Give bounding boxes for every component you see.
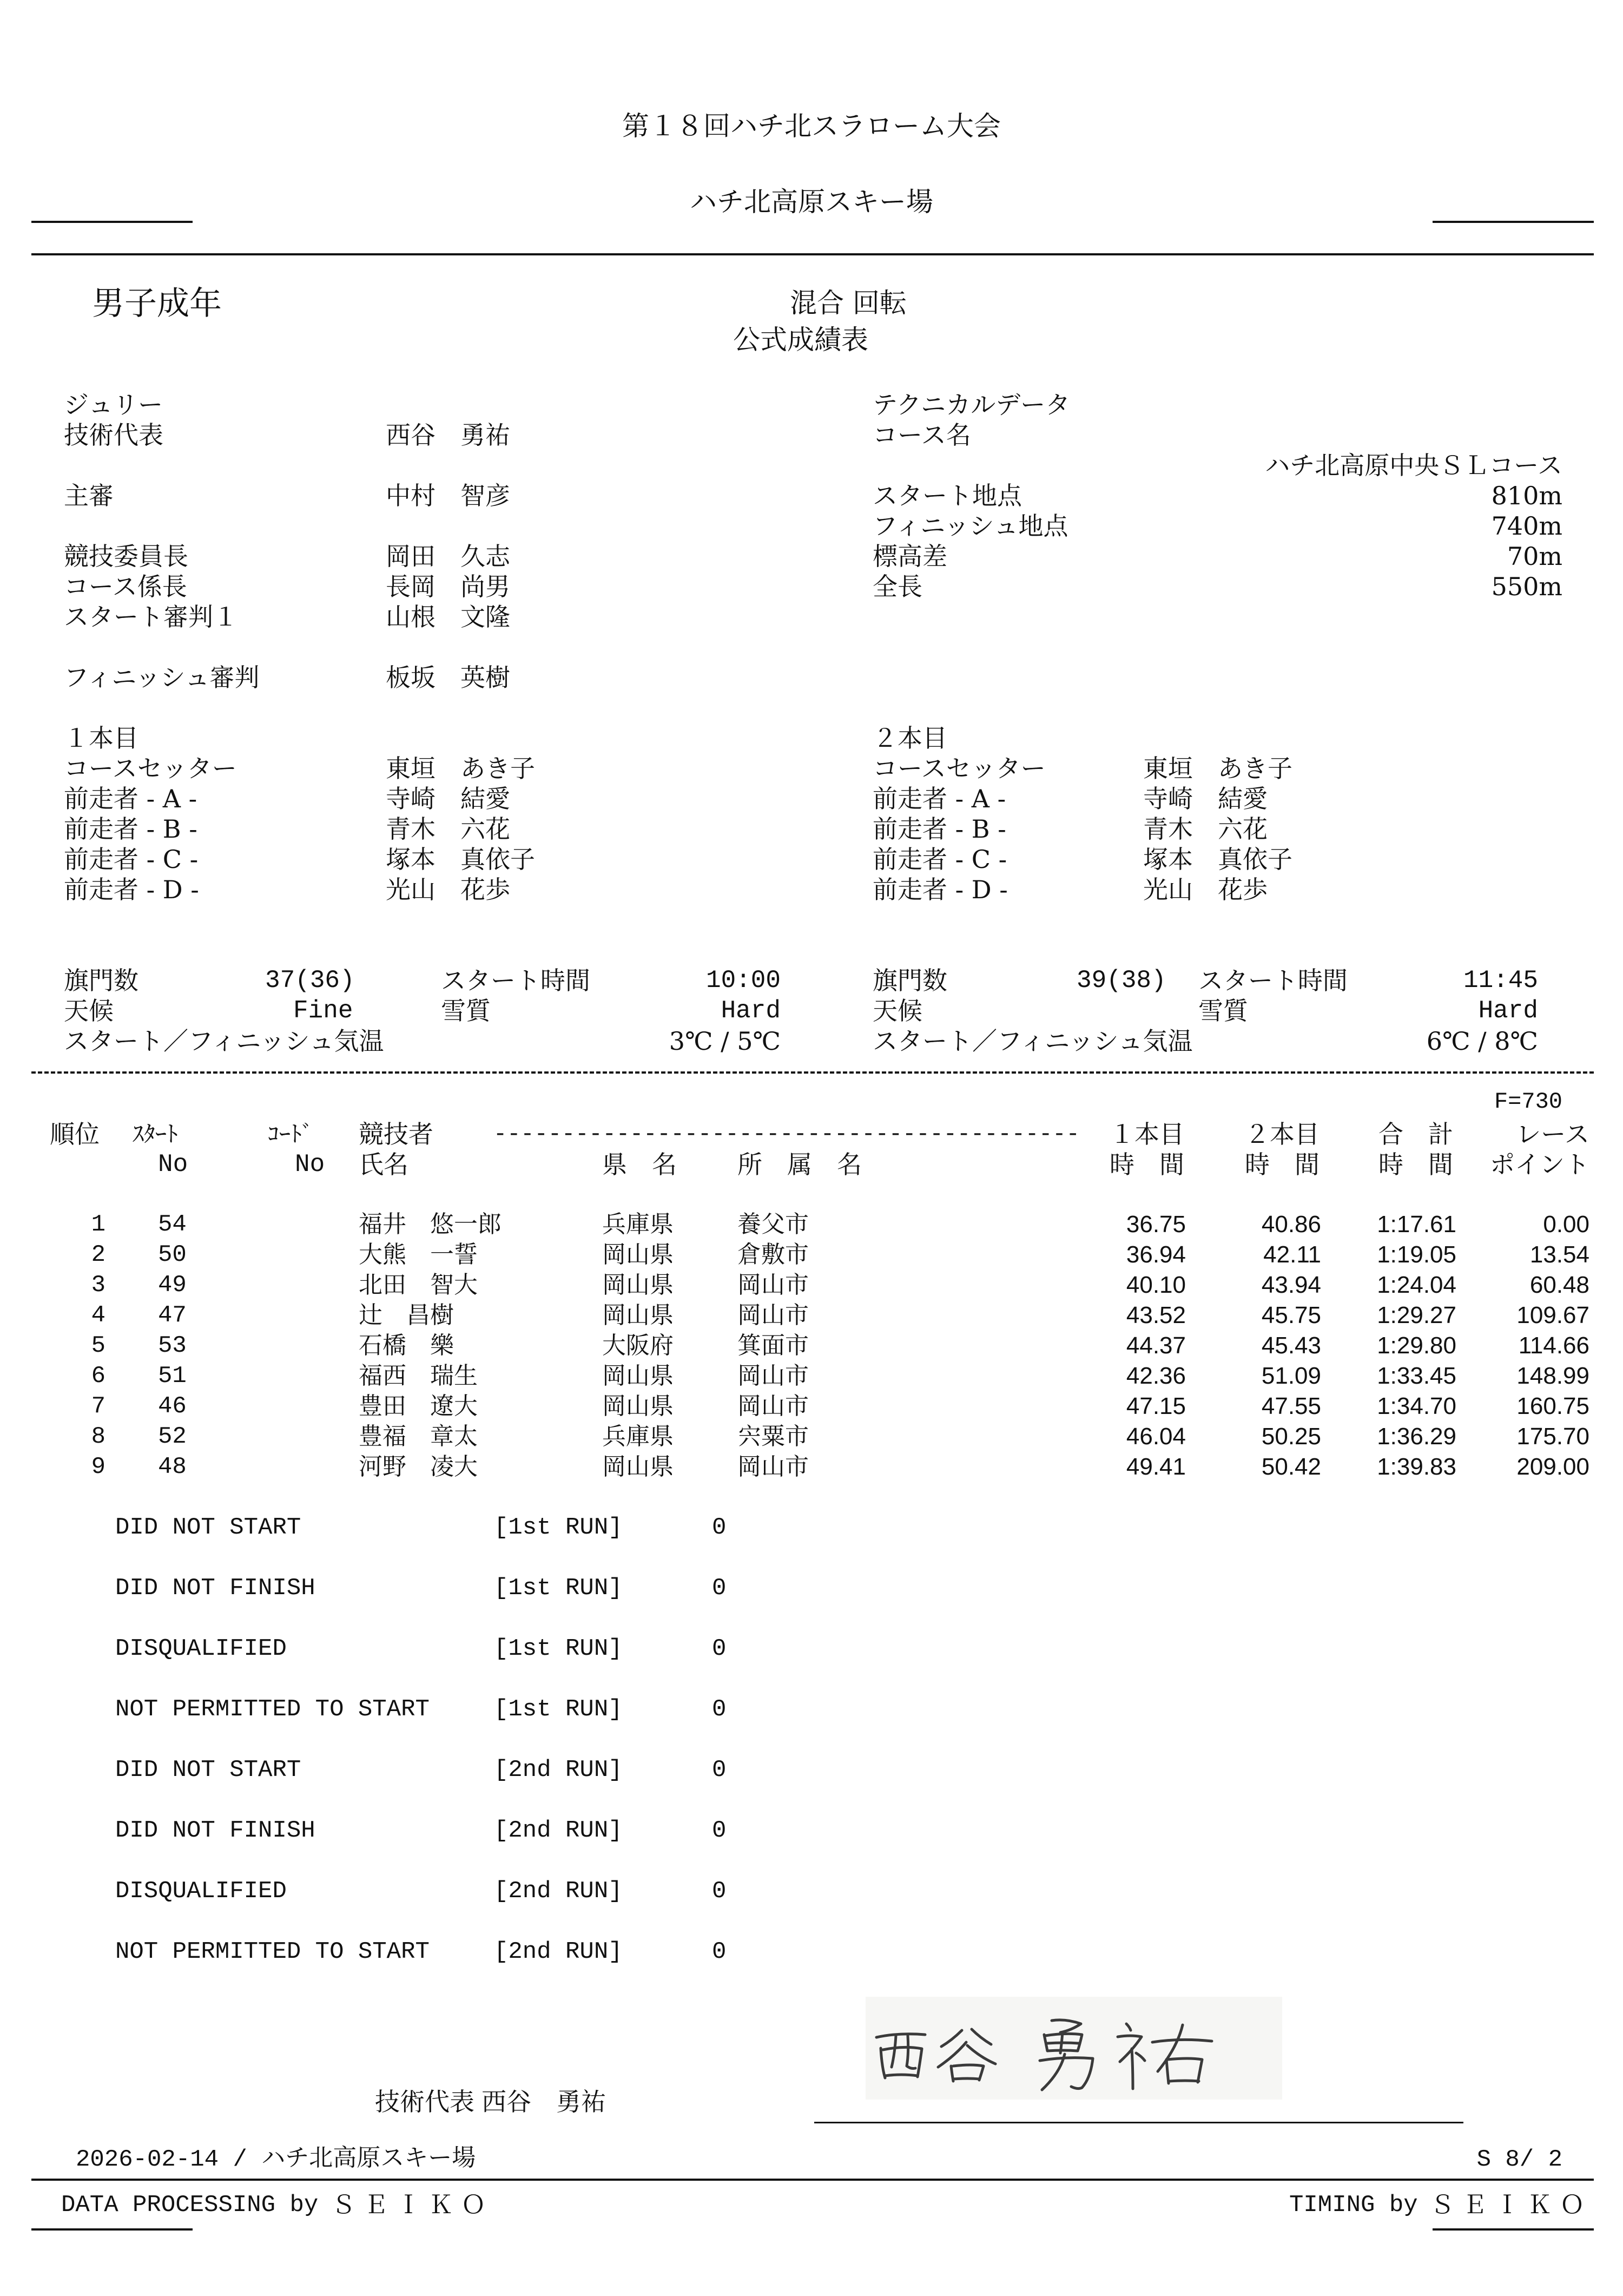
jury-name: 岡田 久志 xyxy=(386,542,510,571)
col-points-top: レース xyxy=(1516,1120,1589,1149)
name-cell: 大熊 一誓 xyxy=(359,1241,478,1268)
start-time-label: スタート時間 xyxy=(1198,966,1348,995)
bib-cell: 51 xyxy=(158,1363,187,1390)
run2-cell: 50.42 xyxy=(1261,1453,1321,1480)
points-cell: 114.66 xyxy=(1518,1332,1589,1359)
run2-cell: 50.25 xyxy=(1261,1423,1321,1450)
snow-value: Hard xyxy=(721,997,781,1025)
points-cell: 175.70 xyxy=(1516,1423,1589,1450)
jury-role: フィニッシュ審判 xyxy=(64,663,260,692)
status-label: DID NOT START xyxy=(115,1514,301,1541)
snow-label: 雪質 xyxy=(441,996,491,1025)
name-cell: 福井 悠一郎 xyxy=(359,1211,502,1238)
staff-name: 東垣 あき子 xyxy=(1143,754,1292,783)
bib-cell: 47 xyxy=(158,1302,187,1329)
f-value: F=730 xyxy=(1494,1089,1562,1115)
club-cell: 宍粟市 xyxy=(737,1423,809,1450)
jury-name: 中村 智彦 xyxy=(386,481,510,510)
club-cell: 倉敷市 xyxy=(737,1241,809,1268)
col-code-top: ｺｰﾄﾞ xyxy=(268,1121,314,1147)
status-label: DISQUALIFIED xyxy=(115,1635,287,1662)
name-cell: 豊福 章太 xyxy=(359,1423,478,1450)
club-cell: 岡山市 xyxy=(737,1392,809,1420)
handwritten-signature xyxy=(866,1997,1282,2100)
rank-cell: 6 xyxy=(91,1363,105,1390)
staff-name: 青木 六花 xyxy=(386,814,510,844)
staff-role: コースセッター xyxy=(64,754,237,783)
seiko-logo-left: ＳＥＩＫＯ xyxy=(331,2190,493,2219)
status-count: 0 xyxy=(712,1938,727,1965)
total-cell: 1:29.27 xyxy=(1377,1302,1456,1328)
rank-cell: 8 xyxy=(91,1423,105,1450)
staff-role: 前走者 - B - xyxy=(873,814,1006,844)
name-cell: 河野 凌大 xyxy=(359,1453,478,1481)
temperature-value: 3℃ / 5℃ xyxy=(669,1027,781,1056)
col-pref: 県 名 xyxy=(602,1150,677,1179)
bib-cell: 54 xyxy=(158,1211,187,1238)
footer-rule-left xyxy=(31,2228,193,2231)
bib-cell: 52 xyxy=(158,1423,187,1450)
footer-page: S 8/ 2 xyxy=(1476,2146,1562,2173)
section-divider xyxy=(31,1071,1594,1074)
points-cell: 109.67 xyxy=(1516,1302,1589,1328)
pref-cell: 岡山県 xyxy=(602,1301,674,1329)
col-club: 所 属 名 xyxy=(737,1150,862,1179)
jury-name: 西谷 勇祐 xyxy=(386,420,510,450)
status-run: [1st RUN] xyxy=(494,1575,623,1602)
rank-cell: 4 xyxy=(91,1302,105,1329)
points-cell: 148.99 xyxy=(1516,1363,1589,1389)
venue-title: ハチ北高原スキー場 xyxy=(690,186,933,218)
total-cell: 1:17.61 xyxy=(1377,1211,1456,1238)
temperature-value: 6℃ / 8℃ xyxy=(1426,1027,1538,1056)
course-name: ハチ北高原中央ＳＬコース xyxy=(1265,451,1562,480)
total-cell: 1:19.05 xyxy=(1377,1241,1456,1268)
run1-cell: 40.10 xyxy=(1126,1272,1186,1298)
staff-name: 塚本 真依子 xyxy=(1143,845,1292,874)
gates-value: 37(36) xyxy=(265,966,355,995)
header-rule-full xyxy=(31,253,1594,255)
rank-cell: 7 xyxy=(91,1393,105,1420)
status-run: [2nd RUN] xyxy=(494,1938,623,1965)
jury-role: 技術代表 xyxy=(64,420,163,450)
snow-value: Hard xyxy=(1478,997,1538,1025)
staff-name: 寺崎 結愛 xyxy=(1143,784,1268,813)
footer-rule-full xyxy=(31,2179,1594,2181)
status-label: NOT PERMITTED TO START xyxy=(115,1696,430,1723)
discipline-label: 混合 回転 xyxy=(790,287,907,319)
pref-cell: 岡山県 xyxy=(602,1392,674,1420)
snow-label: 雪質 xyxy=(1198,996,1248,1025)
col-points-bottom: ポイント xyxy=(1490,1150,1589,1179)
staff-name: 塚本 真依子 xyxy=(386,845,535,874)
run1-cell: 46.04 xyxy=(1126,1423,1186,1450)
total-cell: 1:29.80 xyxy=(1377,1332,1456,1359)
status-run: [2nd RUN] xyxy=(494,1878,623,1905)
staff-role: 前走者 - A - xyxy=(873,784,1006,813)
weather-label: 天候 xyxy=(873,996,922,1025)
signature-name: 西谷 勇祐 xyxy=(481,2087,606,2116)
club-cell: 岡山市 xyxy=(737,1271,809,1299)
status-label: NOT PERMITTED TO START xyxy=(115,1938,430,1965)
weather-value: Fine xyxy=(293,997,353,1025)
total-cell: 1:34.70 xyxy=(1377,1393,1456,1419)
status-label: DISQUALIFIED xyxy=(115,1878,287,1905)
footer-date-venue: 2026-02-14 / ハチ北高原スキー場 xyxy=(76,2146,476,2173)
run2-cell: 45.43 xyxy=(1261,1332,1321,1359)
points-cell: 209.00 xyxy=(1516,1453,1589,1480)
col-competitor: 競技者 xyxy=(359,1120,433,1149)
status-count: 0 xyxy=(712,1514,727,1541)
staff-role: 前走者 - C - xyxy=(873,845,1007,874)
gates-value: 39(38) xyxy=(1077,966,1166,995)
header-rule-right xyxy=(1433,221,1594,223)
weather-label: 天候 xyxy=(64,996,114,1025)
status-count: 0 xyxy=(712,1635,727,1662)
start-altitude-label: スタート地点 xyxy=(873,481,1022,510)
name-cell: 石橋 樂 xyxy=(359,1332,454,1359)
col-run2-top: ２本目 xyxy=(1245,1120,1319,1149)
col-code-bottom: No xyxy=(295,1150,325,1179)
col-run1-top: １本目 xyxy=(1110,1120,1184,1149)
temperature-label: スタート／フィニッシュ気温 xyxy=(64,1027,384,1056)
run1-cell: 44.37 xyxy=(1126,1332,1186,1359)
run1-cell: 42.36 xyxy=(1126,1363,1186,1389)
vertical-drop-label: 標高差 xyxy=(873,542,947,571)
status-count: 0 xyxy=(712,1878,727,1905)
total-cell: 1:36.29 xyxy=(1377,1423,1456,1450)
course-length-label: 全長 xyxy=(873,572,922,601)
club-cell: 養父市 xyxy=(737,1211,809,1238)
col-start-bottom: No xyxy=(158,1150,188,1179)
vertical-drop-value: 70m xyxy=(1507,542,1562,571)
name-cell: 辻 昌樹 xyxy=(359,1301,454,1329)
bib-cell: 49 xyxy=(158,1272,187,1299)
course-label: コース名 xyxy=(873,420,971,450)
bib-cell: 50 xyxy=(158,1241,187,1268)
col-rank: 順位 xyxy=(50,1120,100,1149)
run2-cell: 47.55 xyxy=(1261,1393,1321,1419)
name-cell: 北田 智大 xyxy=(359,1271,478,1299)
jury-name: 長岡 尚男 xyxy=(386,572,510,601)
run1-cell: 36.94 xyxy=(1126,1241,1186,1268)
col-run1-bottom: 時 間 xyxy=(1110,1150,1184,1179)
name-cell: 福西 瑞生 xyxy=(359,1362,478,1390)
pref-cell: 岡山県 xyxy=(602,1453,674,1481)
club-cell: 岡山市 xyxy=(737,1301,809,1329)
pref-cell: 岡山県 xyxy=(602,1362,674,1390)
jury-name: 山根 文隆 xyxy=(386,602,510,631)
total-cell: 1:39.83 xyxy=(1377,1453,1456,1480)
bib-cell: 46 xyxy=(158,1393,187,1420)
col-total-bottom: 時 間 xyxy=(1378,1150,1453,1179)
run1-cell: 43.52 xyxy=(1126,1302,1186,1328)
rank-cell: 3 xyxy=(91,1272,105,1299)
rank-cell: 9 xyxy=(91,1453,105,1481)
status-run: [2nd RUN] xyxy=(494,1817,623,1844)
run2-cell: 42.11 xyxy=(1263,1241,1321,1268)
footer-data-processing: DATA PROCESSING by xyxy=(61,2192,319,2219)
staff-role: 前走者 - D - xyxy=(64,875,199,904)
club-cell: 箕面市 xyxy=(737,1332,809,1359)
staff-name: 寺崎 結愛 xyxy=(386,784,510,813)
pref-cell: 岡山県 xyxy=(602,1271,674,1299)
staff-name: 光山 花歩 xyxy=(1143,875,1268,904)
club-cell: 岡山市 xyxy=(737,1453,809,1481)
points-cell: 13.54 xyxy=(1529,1241,1589,1268)
staff-role: コースセッター xyxy=(873,754,1046,783)
staff-name: 東垣 あき子 xyxy=(386,754,535,783)
header-rule-left xyxy=(31,221,193,223)
col-total-top: 合 計 xyxy=(1378,1120,1453,1149)
signature-role: 技術代表 xyxy=(375,2087,474,2116)
temperature-label: スタート／フィニッシュ気温 xyxy=(873,1027,1193,1056)
name-cell: 豊田 遼大 xyxy=(359,1392,478,1420)
footer-timing: TIMING by xyxy=(1289,2192,1418,2219)
run1-cell: 47.15 xyxy=(1126,1393,1186,1419)
run2-cell: 51.09 xyxy=(1261,1363,1321,1389)
pref-cell: 岡山県 xyxy=(602,1241,674,1268)
col-start-top: ｽﾀｰﾄ xyxy=(133,1121,179,1147)
gates-label: 旗門数 xyxy=(873,966,947,995)
points-cell: 0.00 xyxy=(1543,1211,1589,1238)
status-count: 0 xyxy=(712,1575,727,1602)
signature-line xyxy=(814,2122,1463,2123)
status-label: DID NOT START xyxy=(115,1756,301,1784)
rank-cell: 5 xyxy=(91,1332,105,1359)
signature-image xyxy=(866,1997,1282,2100)
jury-role: 競技委員長 xyxy=(64,542,188,571)
jury-name: 板坂 英樹 xyxy=(386,663,510,692)
staff-role: 前走者 - D - xyxy=(873,875,1008,904)
bib-cell: 53 xyxy=(158,1332,187,1359)
club-cell: 岡山市 xyxy=(737,1362,809,1390)
jury-role: 主審 xyxy=(64,481,114,510)
staff-role: 前走者 - C - xyxy=(64,845,199,874)
category-label: 男子成年 xyxy=(92,285,222,323)
start-time-label: スタート時間 xyxy=(441,966,590,995)
start-time-value: 10:00 xyxy=(705,966,781,995)
col-name: 氏名 xyxy=(359,1150,408,1179)
status-label: DID NOT FINISH xyxy=(115,1817,315,1844)
pref-cell: 兵庫県 xyxy=(602,1423,674,1450)
seiko-logo-right: ＳＥＩＫＯ xyxy=(1430,2190,1592,2219)
points-cell: 60.48 xyxy=(1529,1272,1589,1298)
staff-name: 光山 花歩 xyxy=(386,875,510,904)
status-count: 0 xyxy=(712,1817,727,1844)
jury-role: コース係長 xyxy=(64,572,187,601)
status-run: [1st RUN] xyxy=(494,1635,623,1662)
staff-role: 前走者 - B - xyxy=(64,814,197,844)
bib-cell: 48 xyxy=(158,1453,187,1481)
start-altitude-value: 810m xyxy=(1491,481,1562,510)
rank-cell: 1 xyxy=(91,1211,105,1238)
col-dash-line: ------------------------------------------- xyxy=(493,1121,1080,1147)
technical-heading: テクニカルデータ xyxy=(873,390,1071,419)
rank-cell: 2 xyxy=(91,1241,105,1268)
col-run2-bottom: 時 間 xyxy=(1245,1150,1319,1179)
status-count: 0 xyxy=(712,1696,727,1723)
status-run: [1st RUN] xyxy=(494,1696,623,1723)
total-cell: 1:33.45 xyxy=(1377,1363,1456,1389)
run1-cell: 49.41 xyxy=(1126,1453,1186,1480)
points-cell: 160.75 xyxy=(1516,1393,1589,1419)
pref-cell: 兵庫県 xyxy=(602,1211,674,1238)
footer-rule-right xyxy=(1433,2228,1594,2231)
gates-label: 旗門数 xyxy=(64,966,138,995)
staff-role: 前走者 - A - xyxy=(64,784,197,813)
course-length-value: 550m xyxy=(1491,572,1562,601)
total-cell: 1:24.04 xyxy=(1377,1272,1456,1298)
start-time-value: 11:45 xyxy=(1463,966,1538,995)
status-count: 0 xyxy=(712,1756,727,1784)
run2-cell: 40.86 xyxy=(1261,1211,1321,1238)
status-run: [2nd RUN] xyxy=(494,1756,623,1784)
run2-cell: 45.75 xyxy=(1261,1302,1321,1328)
run2-cell: 43.94 xyxy=(1261,1272,1321,1298)
staff-name: 青木 六花 xyxy=(1143,814,1268,844)
run2-heading: ２本目 xyxy=(873,723,947,753)
jury-role: スタート審判１ xyxy=(64,602,238,631)
doc-type-label: 公式成績表 xyxy=(733,324,868,356)
finish-altitude-label: フィニッシュ地点 xyxy=(873,511,1068,541)
status-run: [1st RUN] xyxy=(494,1514,623,1541)
run1-heading: １本目 xyxy=(64,723,138,753)
jury-heading: ジュリー xyxy=(64,390,163,419)
run1-cell: 36.75 xyxy=(1126,1211,1186,1238)
status-label: DID NOT FINISH xyxy=(115,1575,315,1602)
pref-cell: 大阪府 xyxy=(602,1332,674,1359)
finish-altitude-value: 740m xyxy=(1491,511,1562,541)
event-title: 第１８回ハチ北スラローム大会 xyxy=(622,110,1001,142)
